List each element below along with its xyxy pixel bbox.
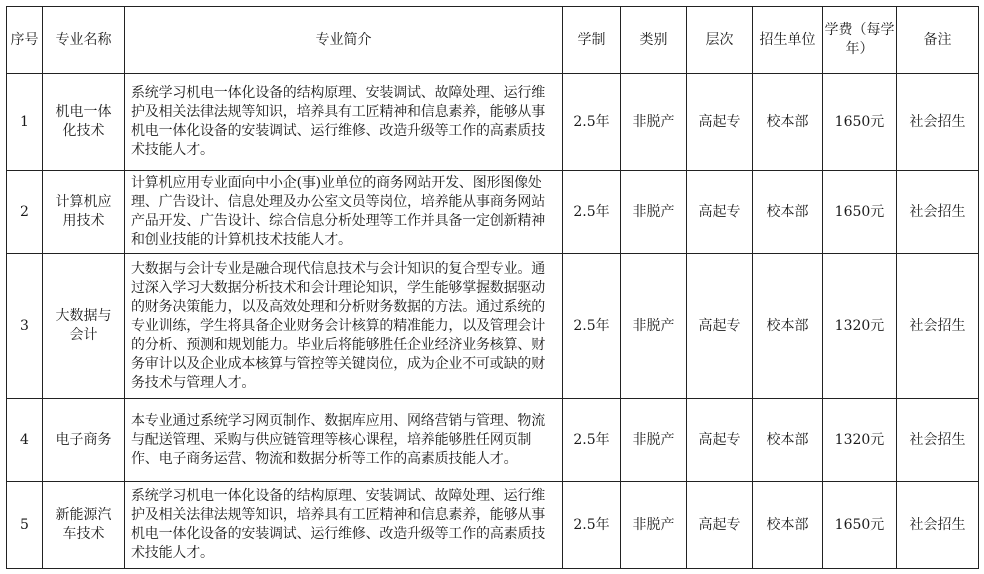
header-index: 序号 [7,7,43,74]
header-level: 层次 [687,7,753,74]
cell-remark: 社会招生 [897,399,979,482]
cell-category: 非脱产 [621,74,687,171]
cell-index: 1 [7,74,43,171]
header-duration: 学制 [563,7,621,74]
header-row [7,7,979,74]
table-row [7,171,979,254]
cell-level: 高起专 [687,399,753,482]
header-unit: 招生单位 [753,7,823,74]
cell-level: 高起专 [687,74,753,171]
cell-unit: 校本部 [753,482,823,569]
cell-unit: 校本部 [753,171,823,254]
cell-desc: 大数据与会计专业是融合现代信息技术与会计知识的复合型专业。通过深入学习大数据分析技术和会计理论知识，学生能够掌握数据驱动的财务决策能力，以及高效处理和分析财务数据的方法。通过系统的专业训练，学生将具备企业财务会计核算的精准能力，以及管理会计的分析、预测和规划能力。毕业后将能够胜任企业经济业务核算、财务审计以及企业成本核算与管控等关键岗位，成为企业不可或缺的财务技术与管理人才。 [125,254,563,399]
header-remark: 备注 [897,7,979,74]
cell-unit: 校本部 [753,254,823,399]
cell-fee: 1650元 [823,74,897,171]
cell-fee: 1650元 [823,482,897,569]
table-row [7,399,979,482]
header-name: 专业名称 [43,7,125,74]
cell-desc: 系统学习机电一体化设备的结构原理、安装调试、故障处理、运行维护及相关法律法规等知识，培养具有工匠精神和信息素养，能够从事机电一体化设备的安装调试、运行维修、改造升级等工作的高素质技术技能人才。 [125,74,563,171]
header-category: 类别 [621,7,687,74]
cell-category: 非脱产 [621,171,687,254]
cell-name: 电子商务 [43,399,125,482]
cell-duration: 2.5年 [563,74,621,171]
cell-duration: 2.5年 [563,482,621,569]
cell-index: 5 [7,482,43,569]
cell-duration: 2.5年 [563,254,621,399]
cell-name: 计算机应用技术 [43,171,125,254]
cell-desc: 系统学习机电一体化设备的结构原理、安装调试、故障处理、运行维护及相关法律法规等知识，培养具有工匠精神和信息素养，能够从事机电一体化设备的安装调试、运行维修、改造升级等工作的高素质技术技能人才。 [125,482,563,569]
table-row [7,254,979,399]
cell-name: 机电一体化技术 [43,74,125,171]
cell-name: 新能源汽车技术 [43,482,125,569]
cell-level: 高起专 [687,171,753,254]
header-fee: 学费（每学年） [823,7,897,74]
cell-remark: 社会招生 [897,171,979,254]
cell-unit: 校本部 [753,399,823,482]
cell-duration: 2.5年 [563,399,621,482]
cell-index: 4 [7,399,43,482]
cell-fee: 1320元 [823,254,897,399]
cell-desc: 计算机应用专业面向中小企(事)业单位的商务网站开发、图形图像处理、广告设计、信息处理及办公室文员等岗位，培养能从事商务网站产品开发、广告设计、综合信息分析处理等工作并具备一定创新精神和创业技能的计算机技术技能人才。 [125,171,563,254]
program-table [6,6,979,569]
table-row [7,482,979,569]
cell-level: 高起专 [687,254,753,399]
cell-remark: 社会招生 [897,482,979,569]
cell-unit: 校本部 [753,74,823,171]
cell-desc: 本专业通过系统学习网页制作、数据库应用、网络营销与管理、物流与配送管理、采购与供应链管理等核心课程，培养能够胜任网页制作、电子商务运营、物流和数据分析等工作的高素质技能人才。 [125,399,563,482]
cell-index: 2 [7,171,43,254]
cell-category: 非脱产 [621,482,687,569]
cell-index: 3 [7,254,43,399]
cell-remark: 社会招生 [897,254,979,399]
cell-remark: 社会招生 [897,74,979,171]
cell-category: 非脱产 [621,254,687,399]
cell-fee: 1650元 [823,171,897,254]
cell-duration: 2.5年 [563,171,621,254]
cell-fee: 1320元 [823,399,897,482]
header-desc: 专业简介 [125,7,563,74]
cell-name: 大数据与会计 [43,254,125,399]
cell-category: 非脱产 [621,399,687,482]
cell-level: 高起专 [687,482,753,569]
table-row [7,74,979,171]
